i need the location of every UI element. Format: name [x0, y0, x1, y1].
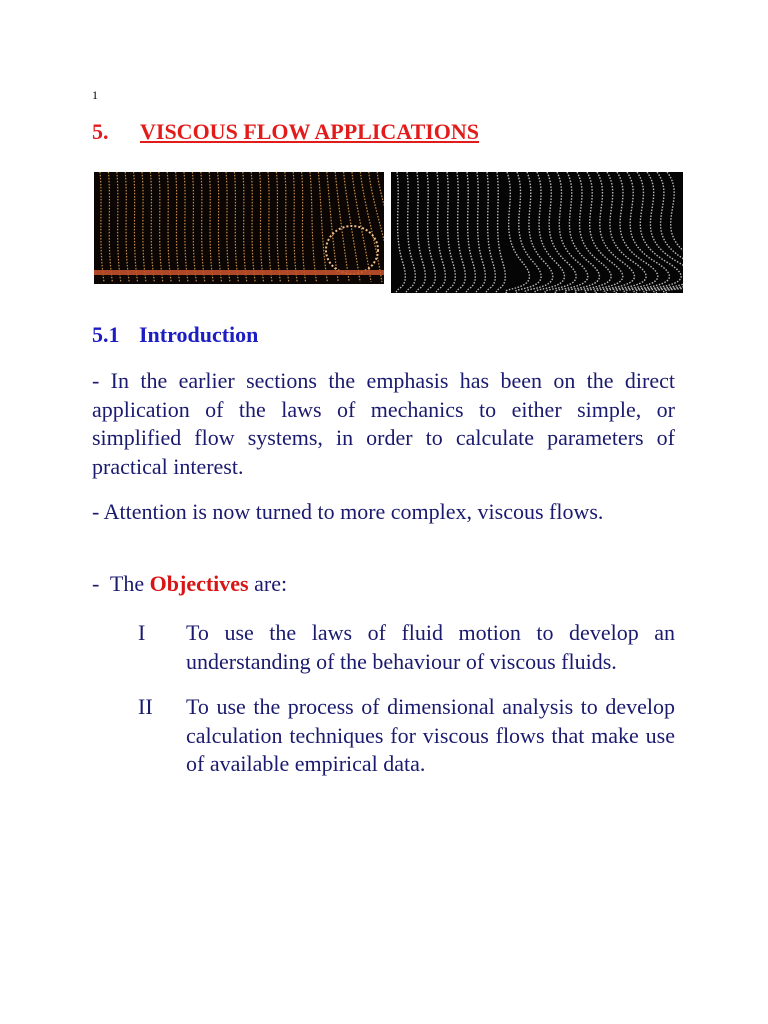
section-number: 5.1 — [92, 322, 120, 347]
paragraph-earlier-sections: - In the earlier sections the emphasis has been on the direct application of the laws of mechanics to either simple, or simplified flow systems, in order to calculate parameters of practical interest. — [92, 368, 675, 479]
objective-text: To use the process of dimensional analysis to develop calculation techniques for viscous flows that make use of available empirical data. — [186, 694, 675, 776]
chapter-heading — [92, 119, 479, 145]
objective-item — [92, 619, 675, 676]
chapter-number: 5. — [92, 119, 109, 144]
objective-marker: II — [138, 694, 153, 719]
chapter-title: VISCOUS FLOW APPLICATIONS — [140, 119, 480, 144]
section-title: Introduction — [139, 322, 259, 347]
objectives-suffix: are: — [248, 571, 288, 596]
objective-marker: I — [138, 620, 146, 645]
paragraph-objectives-intro — [92, 570, 675, 599]
flow-visualization-right-image — [391, 172, 683, 293]
section-heading — [92, 322, 258, 348]
paragraph-attention: - Attention is now turned to more complex, viscous flows. — [92, 499, 604, 524]
objectives-highlight: Objectives — [149, 571, 249, 596]
objectives-prefix: - The — [92, 571, 150, 596]
objective-item — [92, 693, 675, 779]
page-number: 1 — [92, 88, 98, 102]
objective-text: To use the laws of fluid motion to develop an understanding of the behaviour of viscous fluids. — [186, 620, 675, 674]
flow-visualization-left-image — [94, 172, 384, 293]
